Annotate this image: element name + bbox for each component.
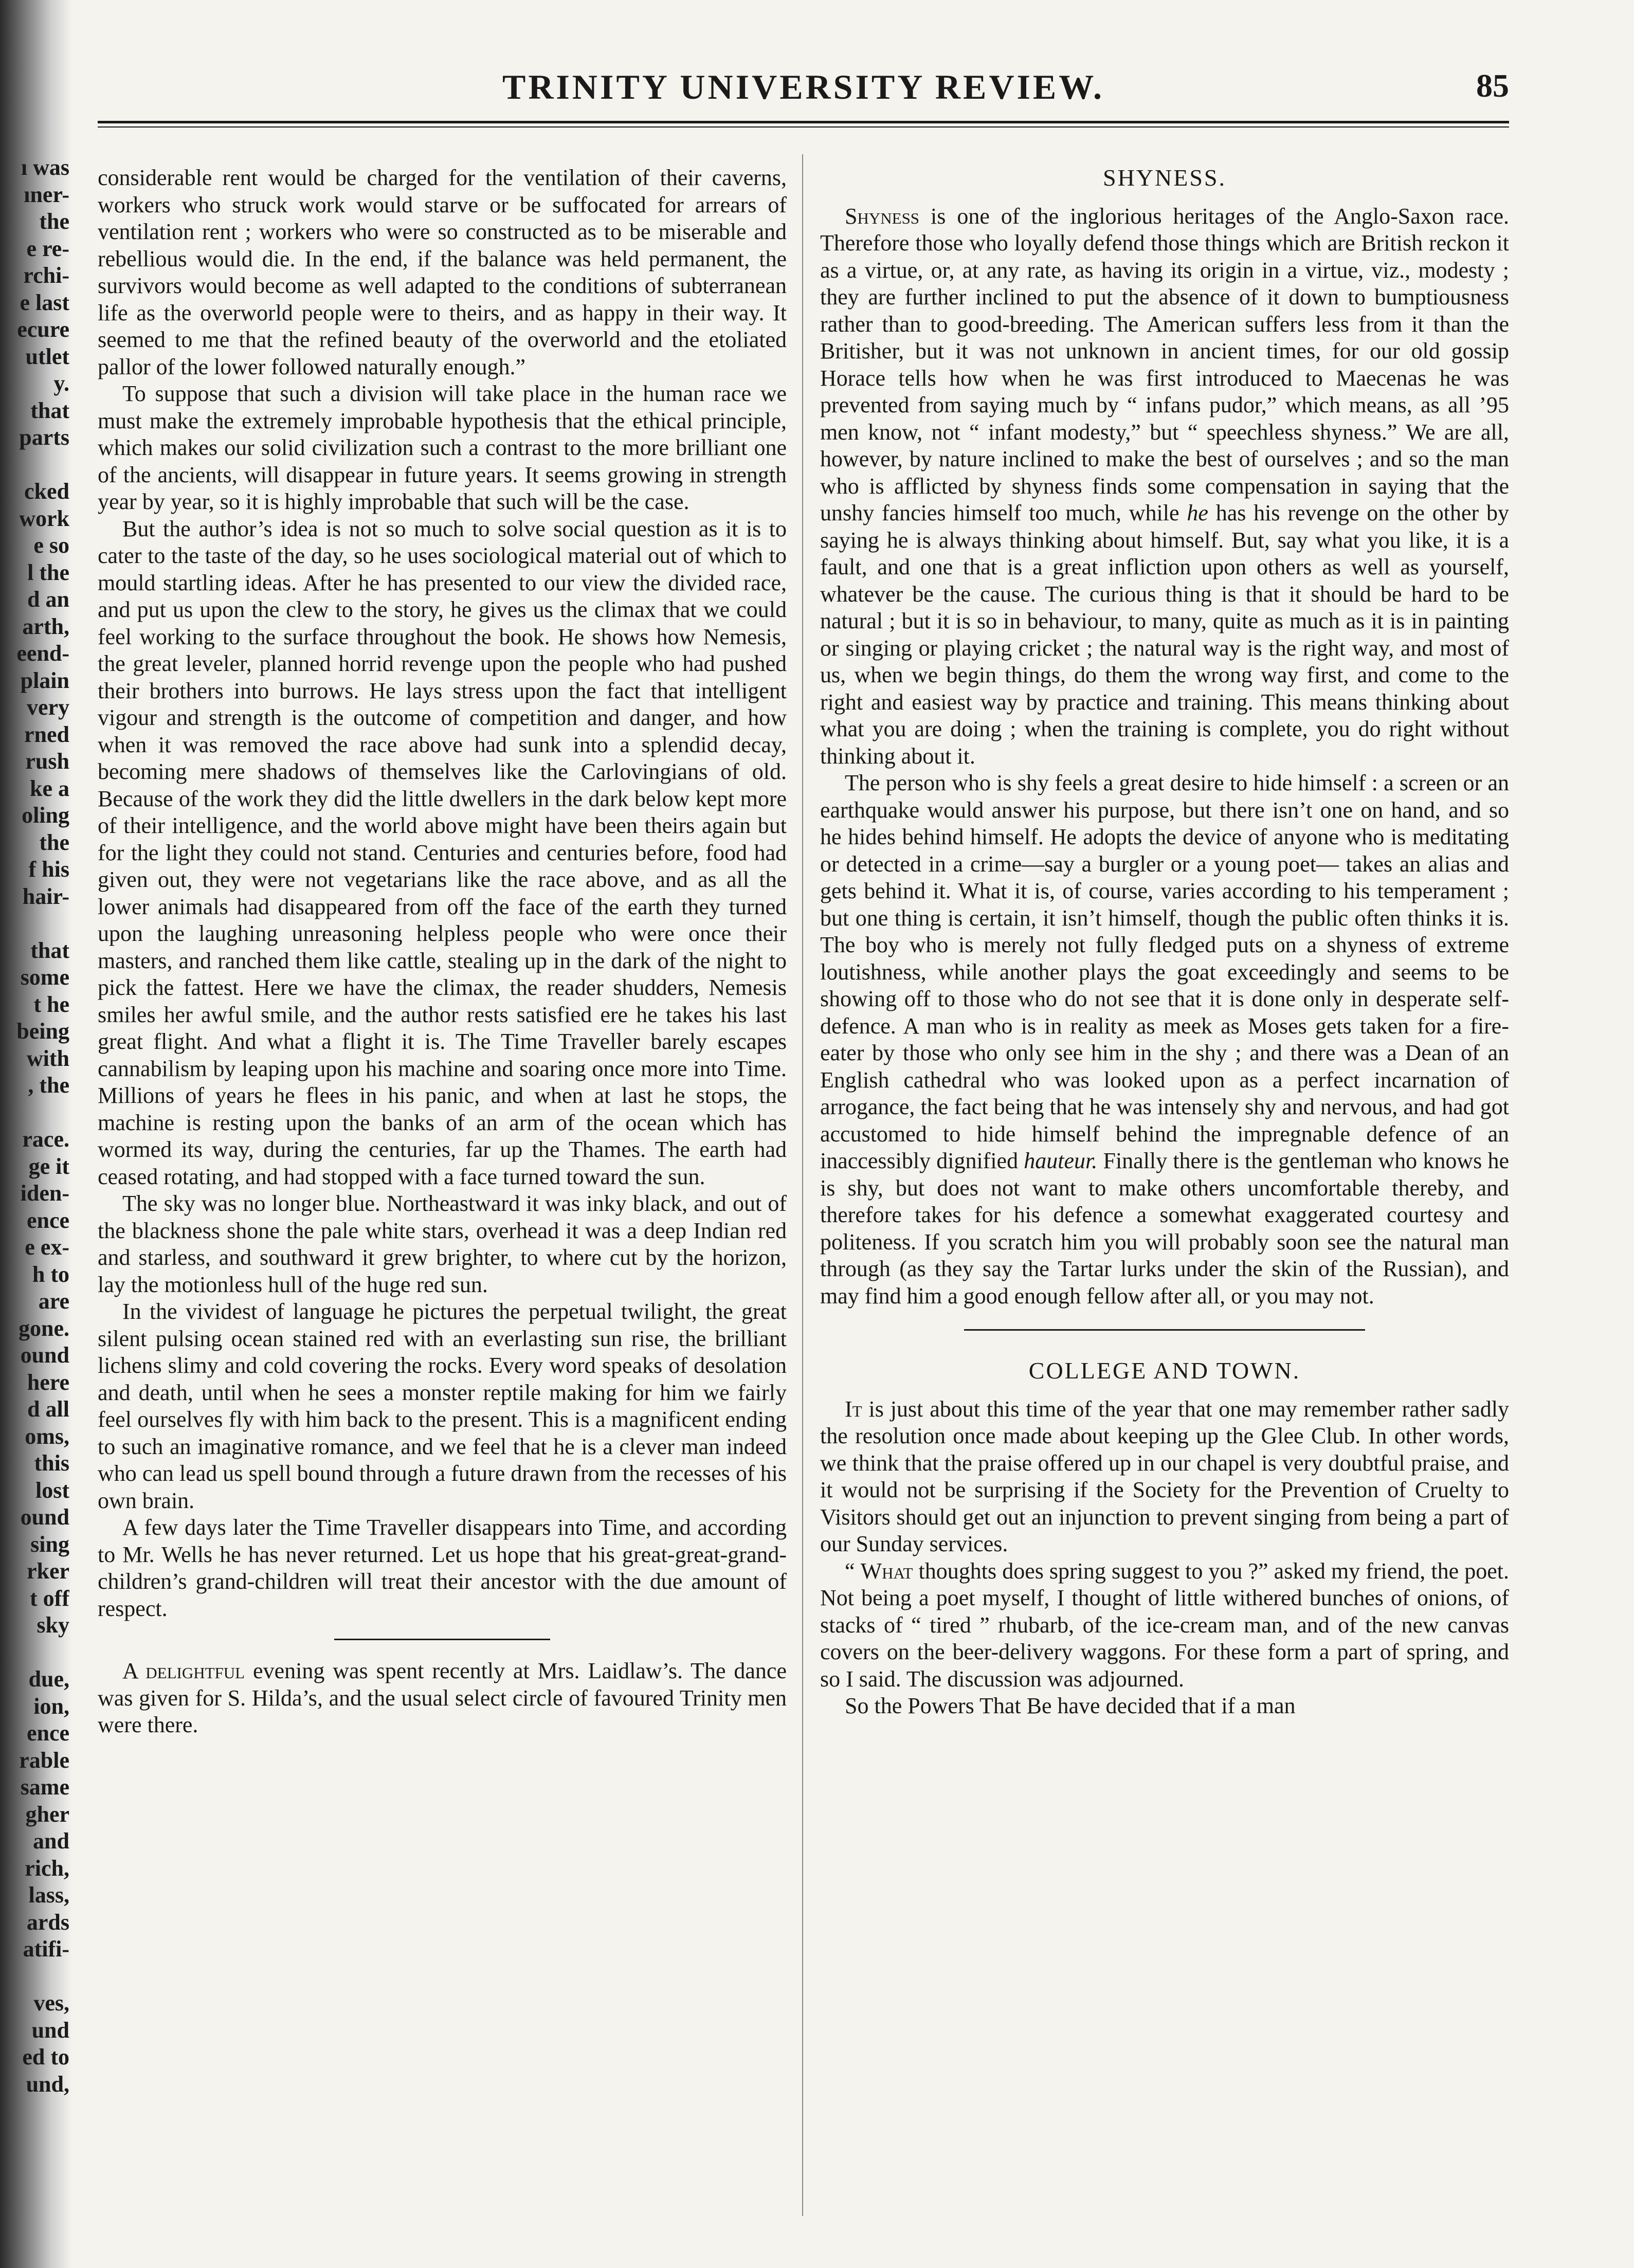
fragment-line: d an — [27, 587, 69, 612]
shyness-title: SHYNESS. — [1102, 165, 1226, 191]
fragment-line: , the — [28, 1073, 69, 1098]
fragment-line — [0, 1639, 69, 1666]
shyness-text-a: is one of the inglorious heritages of the Anglo-Saxon race. Therefore those who loyally defend those things which are British reckon it as a virtue, or, at any rate, as having its origin in a virtue, viz., modesty ; they are further inclined to put the absence of it down to bumptiousness rather than to good-breeding. The American suffers less from it than the Britisher, but it was not unknown in ancient times, for our old gossip Horace tells how when he was first introduced to Maecenas he was prevented from saying much by “ infans pudor,” which means, as all ’95 men know, not “ infant modesty,” but “ speechless shyness.” We are all, however, by nature inclined to make the best of ourselves ; and so the man who is afflicted by shyness finds some compensation in saying that the unshy fancies himself too much, while — [820, 203, 1509, 525]
fragment-line — [0, 451, 69, 479]
fragment-line: e last — [20, 289, 69, 315]
fragment-line: plain — [20, 667, 69, 693]
fragment-line: ge it — [28, 1153, 69, 1179]
left-column — [98, 165, 787, 1739]
fragment-line: rned — [24, 721, 69, 747]
fragment-line: due, — [28, 1666, 69, 1692]
fragment-line: lass, — [28, 1882, 69, 1908]
fragment-line: race. — [22, 1127, 69, 1152]
fragment-line: atifi- — [23, 1936, 69, 1962]
section-rule — [964, 1329, 1365, 1331]
fragment-line: hair- — [22, 883, 69, 909]
fragment-line: ound — [20, 1504, 69, 1530]
fragment-line: ı was — [21, 155, 69, 180]
social-note — [98, 1658, 787, 1739]
article-paragraph: considerable rent would be charged for the ventilation of their caverns, workers who struck work would starve or be suffocated for arrears of ventilation rent ; workers who were so constructed as to be miserable and rebellious would die. In the end, if the balance was held permanent, the survivors would become as well adapted to the conditions of subterranean life as the overworld people were to theirs, and as happy in their way. It seemed to me that the refined beauty of the overworld and the etoliated pallor of the lower followed naturally enough.” — [98, 165, 787, 379]
fragment-line: sing — [30, 1531, 69, 1557]
fragment-line: that — [30, 397, 69, 423]
fragment-line: arth, — [22, 613, 69, 639]
fragment-line: t off — [30, 1585, 69, 1611]
shyness-italic-he: he — [1187, 500, 1208, 525]
fragment-line: parts — [19, 425, 69, 450]
fragment-line: e re- — [26, 235, 69, 261]
fragment-line: this — [34, 1450, 69, 1476]
fragment-line: oms, — [25, 1423, 69, 1449]
fragment-line: ards — [26, 1909, 69, 1935]
fragment-line — [0, 910, 69, 937]
fragment-line: and — [33, 1828, 69, 1854]
fragment-line: und, — [26, 2071, 69, 2097]
college-paragraph-2 — [820, 1558, 1509, 1693]
college-text-2: thoughts does spring suggest to you ?” asked my friend, the poet. Not being a poet myself, I thought of little withered bunches of onions, of stacks of “ tired ” rhubarb, of the ice-cream man, and of the new canvas covers on the beer-delivery waggons. For these form a part of spring, and so I said. The discussion was adjourned. — [820, 1558, 1509, 1692]
fragment-line: ion, — [33, 1693, 69, 1719]
college-open-quote: “ — [845, 1558, 861, 1584]
fragment-line: being — [16, 1019, 69, 1044]
fragment-line: very — [26, 695, 69, 720]
fragment-line: that — [30, 937, 69, 963]
college-lead-1: It — [845, 1396, 862, 1422]
note-text: evening was spent recently at Mrs. Laidlaw’s. The dance was given for S. Hilda’s, and the usual select circle of favoured Trinity men were there. — [98, 1658, 787, 1737]
college-lead-2: What — [860, 1558, 913, 1584]
header-rule — [98, 121, 1509, 128]
fragment-line: iden- — [20, 1181, 69, 1206]
running-title: TRINITY UNIVERSITY REVIEW. — [502, 67, 1105, 106]
college-paragraph-1 — [820, 1396, 1509, 1558]
article-paragraph: The sky was no longer blue. Northeastward it was inky black, and out of the blackness shone the pale white stars, overhead it was a deep Indian red and starless, and southward it grew brighter, to where cut by the horizon, lay the motionless hull of the huge red sun. — [98, 1191, 787, 1297]
shyness-text-b: has his revenge on the other by saying he is always thinking about himself. But, say what you like, it is a fault, and one that is a great infliction upon others as well as yourself, whatever be the cause. The curious thing is that it should be hard to be natural ; but it is so in behaviour, to many, quite as much as it is in painting or singing or playing cricket ; the natural way is the right way, and most of us, when we begin things, do them the wrong way first, and come to the right and easiest way by practice and training. This means thinking about what you are doing ; when the training is complete, you do right without thinking about it. — [820, 500, 1510, 769]
page-number: 85 — [1476, 67, 1509, 104]
fragment-line: y. — [53, 371, 69, 396]
shyness-italic-hauteur: hauteur. — [1024, 1148, 1098, 1173]
fragment-line: rich, — [25, 1855, 69, 1881]
fragment-line: oling — [22, 803, 69, 828]
fragment-line: rker — [26, 1558, 69, 1584]
fragment-line: rable — [19, 1747, 69, 1773]
fragment-line: ves, — [33, 1990, 69, 2016]
fragment-line: ence — [26, 1720, 69, 1746]
fragment-line — [0, 1963, 69, 1990]
previous-page-fragments — [0, 154, 69, 2160]
shyness-text-c: The person who is shy feels a great desire to hide himself : a screen or an earthquake would answer his purpose, but there isn’t one on hand, and so he hides behind himself. He adopts the device of anyone who is meditating or detected in a crime—say a burgler or a young poet— takes an alias and gets behind it. What it is, of course, varies according to his temperament ; but one thing is certain, it isn’t himself, though the public often thinks it is. The boy who is merely not fully fledged puts on a shyness of extreme loutishness, while another plays the goat exceedingly and seems to be showing off to those who do not see that it is done only in desperate self-defence. A man who is in reality as meek as Moses gets taken for a fire-eater by those who only see him in the shy ; and there was a Dean of an English cathedral who was looked upon as a perfect incarnation of arrogance, the fact being that he was intensely shy and nervous, and had got accustomed to hide himself behind the impregnable defence of an inaccessibly dignified — [820, 770, 1509, 1173]
article-paragraph: But the author’s idea is not so much to solve social question as it is to cater to the taste of the day, so he uses sociological material out of which to mould startling ideas. After he has presented to our view the divided race, and put us upon the clew to the story, he gives us the climax that we could feel working to the surface throughout the book. He shows how Nemesis, the great leveler, planned horrid revenge upon the people who had pushed their brothers into burrows. He lays stress upon the fact that intelligent vigour and strength is the outcome of competition and danger, and how when it was removed the race above had sunk into a splendid decay, becoming mere shadows of themselves like the Carlovingians of old. Because of the work they did the little dwellers in the dark below kept more of their intelligence, and the world above might have been theirs again but for the light they could not stand. Centuries and centuries before, food had given out, they were not vegetarians like the race above, and as all the lower animals had disappeared from off the face of the earth they turned upon the laughing unreasoning helpless people who were once their masters, and ranched them like cattle, stealing up in the dark of the night to pick the fattest. Here we have the climax, the reader shudders, Nemesis smiles her awful smile, and the author rests satisfied ere he takes his last great flight. And what a flight it is. The Time Traveller barely escapes cannabilism by leaping upon his machine and soaring once more into Time. Millions of years he flees in his panic, and when at last he stops, the machine is resting upon the banks of an arm of the ocean which has wormed its way, during the centuries, far up the Thames. The earth had ceased rotating, and had stopped with a face turned toward the sun. — [98, 516, 787, 1189]
fragment-line: with — [26, 1045, 69, 1071]
fragment-line — [0, 1099, 69, 1127]
fragment-line: eend- — [16, 641, 69, 666]
college-town-title: COLLEGE AND TOWN. — [1028, 1357, 1301, 1384]
fragment-line: t he — [33, 991, 69, 1017]
fragment-line: e ex- — [25, 1235, 69, 1260]
fragment-line: e so — [33, 533, 69, 558]
fragment-line: gher — [25, 1801, 69, 1827]
fragment-line: h to — [32, 1261, 69, 1287]
fragment-line: ed to — [22, 2044, 69, 2070]
page-header — [98, 67, 1509, 108]
fragment-line: ke a — [30, 775, 69, 801]
fragment-line: rchi- — [23, 263, 69, 288]
column-divider — [802, 154, 803, 2216]
article-paragraph: A few days later the Time Traveller disappears into Time, and according to Mr. Wells he has never returned. Let us hope that his great-great-grand-children’s grand-children will treat their ancestor with the due amount of respect. — [98, 1515, 787, 1621]
shyness-paragraph-2 — [820, 770, 1509, 1310]
fragment-line: the — [39, 209, 69, 234]
shyness-lead: Shyness — [845, 203, 920, 229]
right-column — [820, 165, 1509, 1720]
shyness-text-d: Finally there is the gentleman who knows he is shy, but does not want to make others uncomfortable thereby, and therefore takes for his defence a somewhat exaggerated courtesy and politeness. If you scratch him you will probably soon see the natural man through (as they say the Tartar lurks under the skin of the Russian), and may find him a good enough fellow after all, or you may not. — [820, 1148, 1509, 1309]
note-lead: A delightful — [122, 1658, 245, 1683]
fragment-line: cked — [24, 479, 69, 504]
fragment-line: the — [39, 829, 69, 855]
fragment-line: some — [20, 965, 69, 990]
article-paragraph: In the vividest of language he pictures the perpetual twilight, the great silent pulsing ocean stained red with an everlasting sun rise, the brilliant lichens slimy and cold covering the rocks. Every word speaks of desolation and death, until when he sees a monster reptile making for him we fairly feel ourselves fly with him back to the present. This is a magnificent ending to such an imaginative romance, and we feel that he is a clever man indeed who can lead us spell bound through a future drawn from the recesses of his own brain. — [98, 1299, 787, 1513]
fragment-line: ence — [26, 1207, 69, 1233]
fragment-line: gone. — [19, 1315, 69, 1341]
fragment-line: lost — [35, 1477, 69, 1503]
fragment-line: are — [38, 1289, 69, 1314]
fragment-line: here — [27, 1369, 69, 1395]
college-text-1: is just about this time of the year that one may remember rather sadly the resolution once made about keeping up the Glee Club. In other words, we think that the praise offered up in our chapel is very doubtful praise, and it would not be surprising if the Society for the Prevention of Cruelty to Visitors should get out an injunction to prevent singing from being a part of our Sunday services. — [820, 1396, 1509, 1556]
fragment-line: f his — [28, 857, 69, 882]
fragment-line: utlet — [25, 343, 69, 369]
fragment-line: sky — [37, 1612, 69, 1638]
fragment-line: l the — [27, 559, 69, 585]
fragment-line: rush — [25, 749, 69, 774]
fragment-line: same — [20, 1774, 69, 1800]
fragment-line: ecure — [17, 317, 69, 342]
fragment-line: und — [31, 2017, 69, 2043]
college-paragraph-3: So the Powers That Be have decided that if a man — [845, 1693, 1296, 1718]
section-rule — [334, 1639, 550, 1640]
fragment-line: work — [19, 505, 69, 531]
article-paragraph: To suppose that such a division will take place in the human race we must make the extremely improbable hypothesis that the ethical principle, which makes our solid civilization such a contrast to the more brilliant one of the ancients, will disappear in future years. It seems growing in strength year by year, so it is highly improbable that such will be the case. — [98, 381, 787, 514]
fragment-line: ıner- — [24, 182, 69, 207]
fragment-line: d all — [27, 1396, 69, 1422]
shyness-paragraph-1 — [820, 203, 1509, 770]
fragment-line: ound — [20, 1342, 69, 1368]
